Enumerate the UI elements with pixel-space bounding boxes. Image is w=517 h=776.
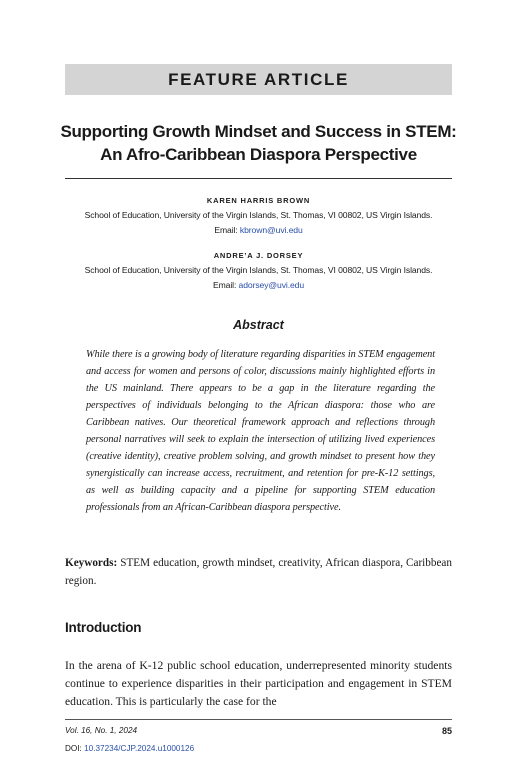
doi-label: DOI:: [65, 744, 82, 753]
introduction-text: In the arena of K-12 public school education, underrepresented minority students continue to experience disparities in their participation and engagement in STEM education. This is particularly the case for the: [65, 659, 452, 708]
article-title-line-1: Supporting Growth Mindset and Success in STEM:: [60, 122, 457, 141]
email-line-1: [40, 223, 477, 238]
keywords-paragraph: [65, 554, 452, 590]
author-email-link-1[interactable]: kbrown@uvi.edu: [239, 225, 303, 235]
email-label-2: Email:: [212, 280, 237, 290]
author-affiliation-1: [40, 208, 477, 238]
email-line-2: [40, 278, 477, 293]
keywords-text: STEM education, growth mindset, creativity, African diaspora, Caribbean region.: [65, 557, 452, 587]
article-title: [40, 120, 477, 166]
journal-volume: Vol. 16, No. 1, 2024: [65, 726, 138, 735]
author-name-1: KAREN HARRIS BROWN: [206, 196, 311, 205]
abstract-heading: Abstract: [233, 318, 284, 332]
author-email-link-2[interactable]: adorsey@uvi.edu: [238, 280, 305, 290]
section-banner: [65, 64, 452, 95]
author-affiliation-2: [40, 263, 477, 293]
article-title-line-2: An Afro-Caribbean Diaspora Perspective: [100, 145, 417, 164]
affiliation-text-2: School of Education, University of the Virgin Islands, St. Thomas, VI 00802, US Virgin Islands.: [84, 265, 433, 275]
footer-divider: [65, 719, 452, 720]
keywords-label: Keywords:: [65, 557, 118, 569]
affiliation-text-1: School of Education, University of the Virgin Islands, St. Thomas, VI 00802, US Virgin Islands.: [84, 210, 433, 220]
email-label-1: Email:: [214, 225, 238, 235]
section-label: FEATURE ARTICLE: [168, 69, 349, 89]
introduction-heading: Introduction: [65, 620, 142, 635]
author-name-2: ANDRE’A J. DORSEY: [213, 251, 304, 260]
doi-link[interactable]: 10.37234/CJP.2024.u1000126: [84, 744, 195, 753]
page-number: 85: [441, 726, 452, 736]
title-divider: [65, 178, 452, 179]
doi-line: [65, 744, 194, 753]
abstract-text: While there is a growing body of literature regarding disparities in STEM engagement and access for women and persons of color, discussions mainly highlighted efforts in the US mainland. There appears to be a gap in the literature regarding the perspectives of individuals belonging to the African diaspora: those who are Caribbean natives. Our theoretical framework approach and reflections through personal narratives will seek to explain the intersection of utilizing lived experiences (creative identity), creative problem solving, and growth mindset to present how they synergistically can increase access, recruitment, and retention for pre-K-12 settings, as well as building capacity and a pipeline for supporting STEM education professionals from an African-Caribbean diaspora perspective.: [86, 349, 435, 513]
